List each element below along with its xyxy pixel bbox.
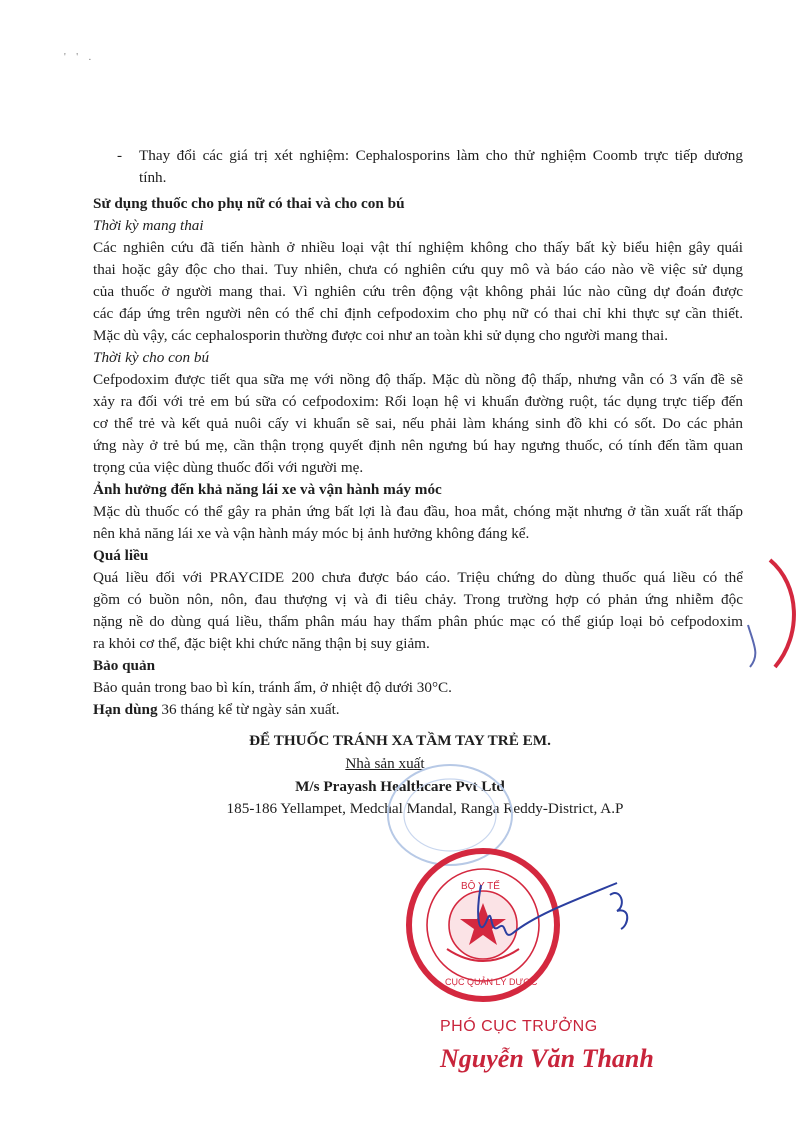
breastfeeding-line: xảy ra đối với trẻ em bú sữa có cefpodoxim: Rối loạn hệ vi khuẩn đường ruột, tác dụng trực tiếp đến — [93, 393, 743, 410]
signature-block — [440, 1018, 700, 1074]
pregnancy-section — [93, 193, 743, 721]
overdose-heading: Quá liều — [93, 547, 149, 564]
driving-heading: Ảnh hưởng đến khả năng lái xe và vận hành máy móc — [93, 481, 442, 498]
signatory-title: PHÓ CỤC TRƯỞNG — [440, 1018, 598, 1035]
bullet-text-1: Thay đổi các giá trị xét nghiệm: Cephalosporins làm cho thử nghiệm Coomb trực tiếp dương — [139, 147, 743, 164]
driving-line: Mặc dù thuốc có thể gây ra phản ứng bất lợi là đau đầu, hoa mắt, chóng mặt nhưng ở tần xuất rất thấp — [93, 503, 743, 520]
official-seal — [395, 845, 635, 1015]
manufacturer-address: 185-186 Yellampet, Medchal Mandal, Ranga Reddy-District, A.P — [226, 800, 624, 817]
pregnancy-line: thai hoặc gây độc cho thai. Tuy nhiên, chưa có nghiên cứu quy mô và báo cáo nào về việc sử dụng — [93, 261, 743, 278]
manufacturer-label: Nhà sản xuất — [345, 755, 425, 772]
seal-top-text: BỘ Y TẾ — [461, 881, 500, 892]
bullet-text-2: tính. — [139, 169, 167, 186]
pregnancy-line: Các nghiên cứu đã tiến hành ở nhiều loại vật thí nghiệm không cho thấy bất kỳ biểu hiện gây quái — [93, 239, 743, 256]
pregnancy-subheading: Thời kỳ mang thai — [93, 217, 204, 234]
bullet-item — [93, 145, 743, 189]
warning-text: ĐỂ THUỐC TRÁNH XA TẦM TAY TRẺ EM. — [249, 732, 551, 749]
scan-marks: ' ' . — [64, 52, 96, 63]
breastfeeding-line: Cefpodoxim được tiết qua sữa mẹ với nồng độ thấp. Mặc dù nồng độ thấp, nhưng vẫn có 3 vấn đề sẽ — [93, 371, 743, 388]
bullet-dash: - — [117, 147, 123, 164]
edge-stamp-fragment — [740, 555, 800, 675]
pregnancy-line: các đáp ứng trên người nên có thể chỉ định cefpodoxim cho phụ nữ có thai chỉ khi thực sự cần thiết. — [93, 305, 743, 322]
breastfeeding-line: trọng của việc dùng thuốc đối với người mẹ. — [93, 459, 364, 476]
overdose-line: gồm có buồn nôn, nôn, đau thượng vị và đi tiêu chảy. Trong trường hợp có phản ứng nhiễm độc — [93, 591, 743, 608]
overdose-line: ra khỏi cơ thể, đặc biệt khi chức năng thận bị suy giảm. — [93, 635, 430, 652]
expiry-text: 36 tháng kể từ ngày sản xuất. — [157, 701, 340, 718]
driving-line: nên khả năng lái xe và vận hành máy móc bị ảnh hưởng không đáng kể. — [93, 525, 530, 542]
pregnancy-heading: Sử dụng thuốc cho phụ nữ có thai và cho con bú — [93, 195, 405, 212]
bullet-line-2 — [93, 167, 743, 189]
breastfeeding-subheading: Thời kỳ cho con bú — [93, 349, 210, 366]
pregnancy-line: Mặc dù vậy, các cephalosporin thường được coi như an toàn khi sử dụng cho người mang thai. — [93, 327, 669, 344]
manufacturer-name: M/s Prayash Healthcare Pvt Ltd — [295, 778, 505, 795]
breastfeeding-line: cơ thể trẻ và kết quả nuôi cấy vi khuẩn sẽ sai, nếu phải làm kháng sinh đồ khi có sốt. Do các phản — [93, 415, 743, 432]
overdose-line: nặng nề do dùng quá liều, thẩm phân máu hay thẩm phân phúc mạc có thể giúp loại bỏ cefpodoxim — [93, 613, 743, 630]
breastfeeding-line: ứng này ở trẻ bú mẹ, cần thận trọng quyết định nên ngưng bú hay ngưng thuốc, có tính đến tầm quan — [93, 437, 743, 454]
overdose-line: Quá liều đối với PRAYCIDE 200 chưa được báo cáo. Triệu chứng do dùng thuốc quá liều có thể — [93, 569, 743, 586]
bullet-line-1 — [93, 145, 743, 167]
expiry-line — [93, 699, 743, 721]
pregnancy-line: của thuốc ở người mang thai. Vì nghiên cứu trên động vật không phải lúc nào cũng dự đoán được — [93, 283, 743, 300]
storage-heading: Bảo quản — [93, 657, 156, 674]
seal-bottom-text: CỤC QUẢN LÝ DƯỢC — [445, 977, 538, 987]
signatory-name: Nguyễn Văn Thanh — [440, 1044, 654, 1073]
storage-line: Bảo quản trong bao bì kín, tránh ẩm, ở nhiệt độ dưới 30°C. — [93, 679, 452, 696]
expiry-label: Hạn dùng — [93, 701, 158, 718]
